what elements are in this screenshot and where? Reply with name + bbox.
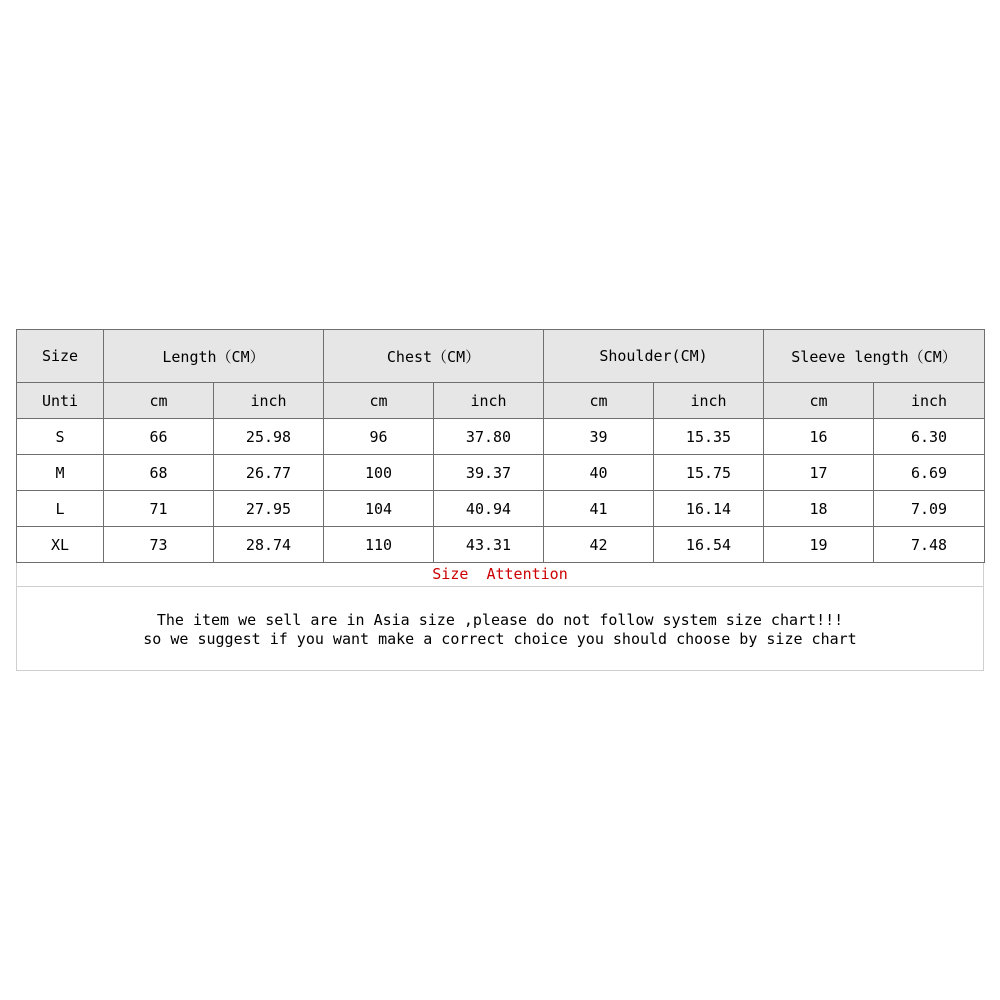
size-cell: XL (17, 527, 104, 563)
value-cell: 73 (104, 527, 214, 563)
table-row (17, 491, 985, 527)
header-size: Size (17, 330, 104, 383)
unit-cell: cm (544, 383, 654, 419)
header-shoulder: Shoulder(CM) (544, 330, 764, 383)
value-cell: 66 (104, 419, 214, 455)
unit-cell: cm (104, 383, 214, 419)
value-cell: 7.09 (874, 491, 985, 527)
value-cell: 104 (324, 491, 434, 527)
value-cell: 26.77 (214, 455, 324, 491)
value-cell: 19 (764, 527, 874, 563)
size-cell: M (17, 455, 104, 491)
value-cell: 42 (544, 527, 654, 563)
unit-row (17, 383, 985, 419)
value-cell: 15.35 (654, 419, 764, 455)
header-length: Length（CM） (104, 330, 324, 383)
size-notice (16, 587, 984, 671)
size-cell: S (17, 419, 104, 455)
value-cell: 25.98 (214, 419, 324, 455)
value-cell: 16 (764, 419, 874, 455)
unit-cell: inch (214, 383, 324, 419)
value-cell: 100 (324, 455, 434, 491)
value-cell: 96 (324, 419, 434, 455)
value-cell: 7.48 (874, 527, 985, 563)
value-cell: 27.95 (214, 491, 324, 527)
value-cell: 15.75 (654, 455, 764, 491)
unit-cell: inch (434, 383, 544, 419)
unit-cell: inch (874, 383, 985, 419)
table-row (17, 527, 985, 563)
value-cell: 39 (544, 419, 654, 455)
size-attention-title: Size Attention (16, 563, 984, 587)
value-cell: 6.30 (874, 419, 985, 455)
unit-cell: cm (324, 383, 434, 419)
header-sleeve-length: Sleeve length（CM） (764, 330, 985, 383)
unit-cell: inch (654, 383, 764, 419)
value-cell: 28.74 (214, 527, 324, 563)
header-row (17, 330, 985, 383)
value-cell: 40 (544, 455, 654, 491)
notice-line-1: The item we sell are in Asia size ,please do not follow system size chart!!! (156, 611, 844, 629)
unit-label: Unti (17, 383, 104, 419)
value-cell: 71 (104, 491, 214, 527)
table-row (17, 419, 985, 455)
header-chest: Chest（CM） (324, 330, 544, 383)
value-cell: 43.31 (434, 527, 544, 563)
size-cell: L (17, 491, 104, 527)
value-cell: 39.37 (434, 455, 544, 491)
value-cell: 18 (764, 491, 874, 527)
unit-cell: cm (764, 383, 874, 419)
value-cell: 6.69 (874, 455, 985, 491)
table-row (17, 455, 985, 491)
size-chart (16, 329, 984, 671)
notice-line-2: so we suggest if you want make a correct choice you should choose by size chart (143, 630, 857, 648)
value-cell: 17 (764, 455, 874, 491)
value-cell: 37.80 (434, 419, 544, 455)
value-cell: 16.14 (654, 491, 764, 527)
size-table (16, 329, 985, 563)
value-cell: 68 (104, 455, 214, 491)
value-cell: 40.94 (434, 491, 544, 527)
value-cell: 16.54 (654, 527, 764, 563)
value-cell: 41 (544, 491, 654, 527)
value-cell: 110 (324, 527, 434, 563)
